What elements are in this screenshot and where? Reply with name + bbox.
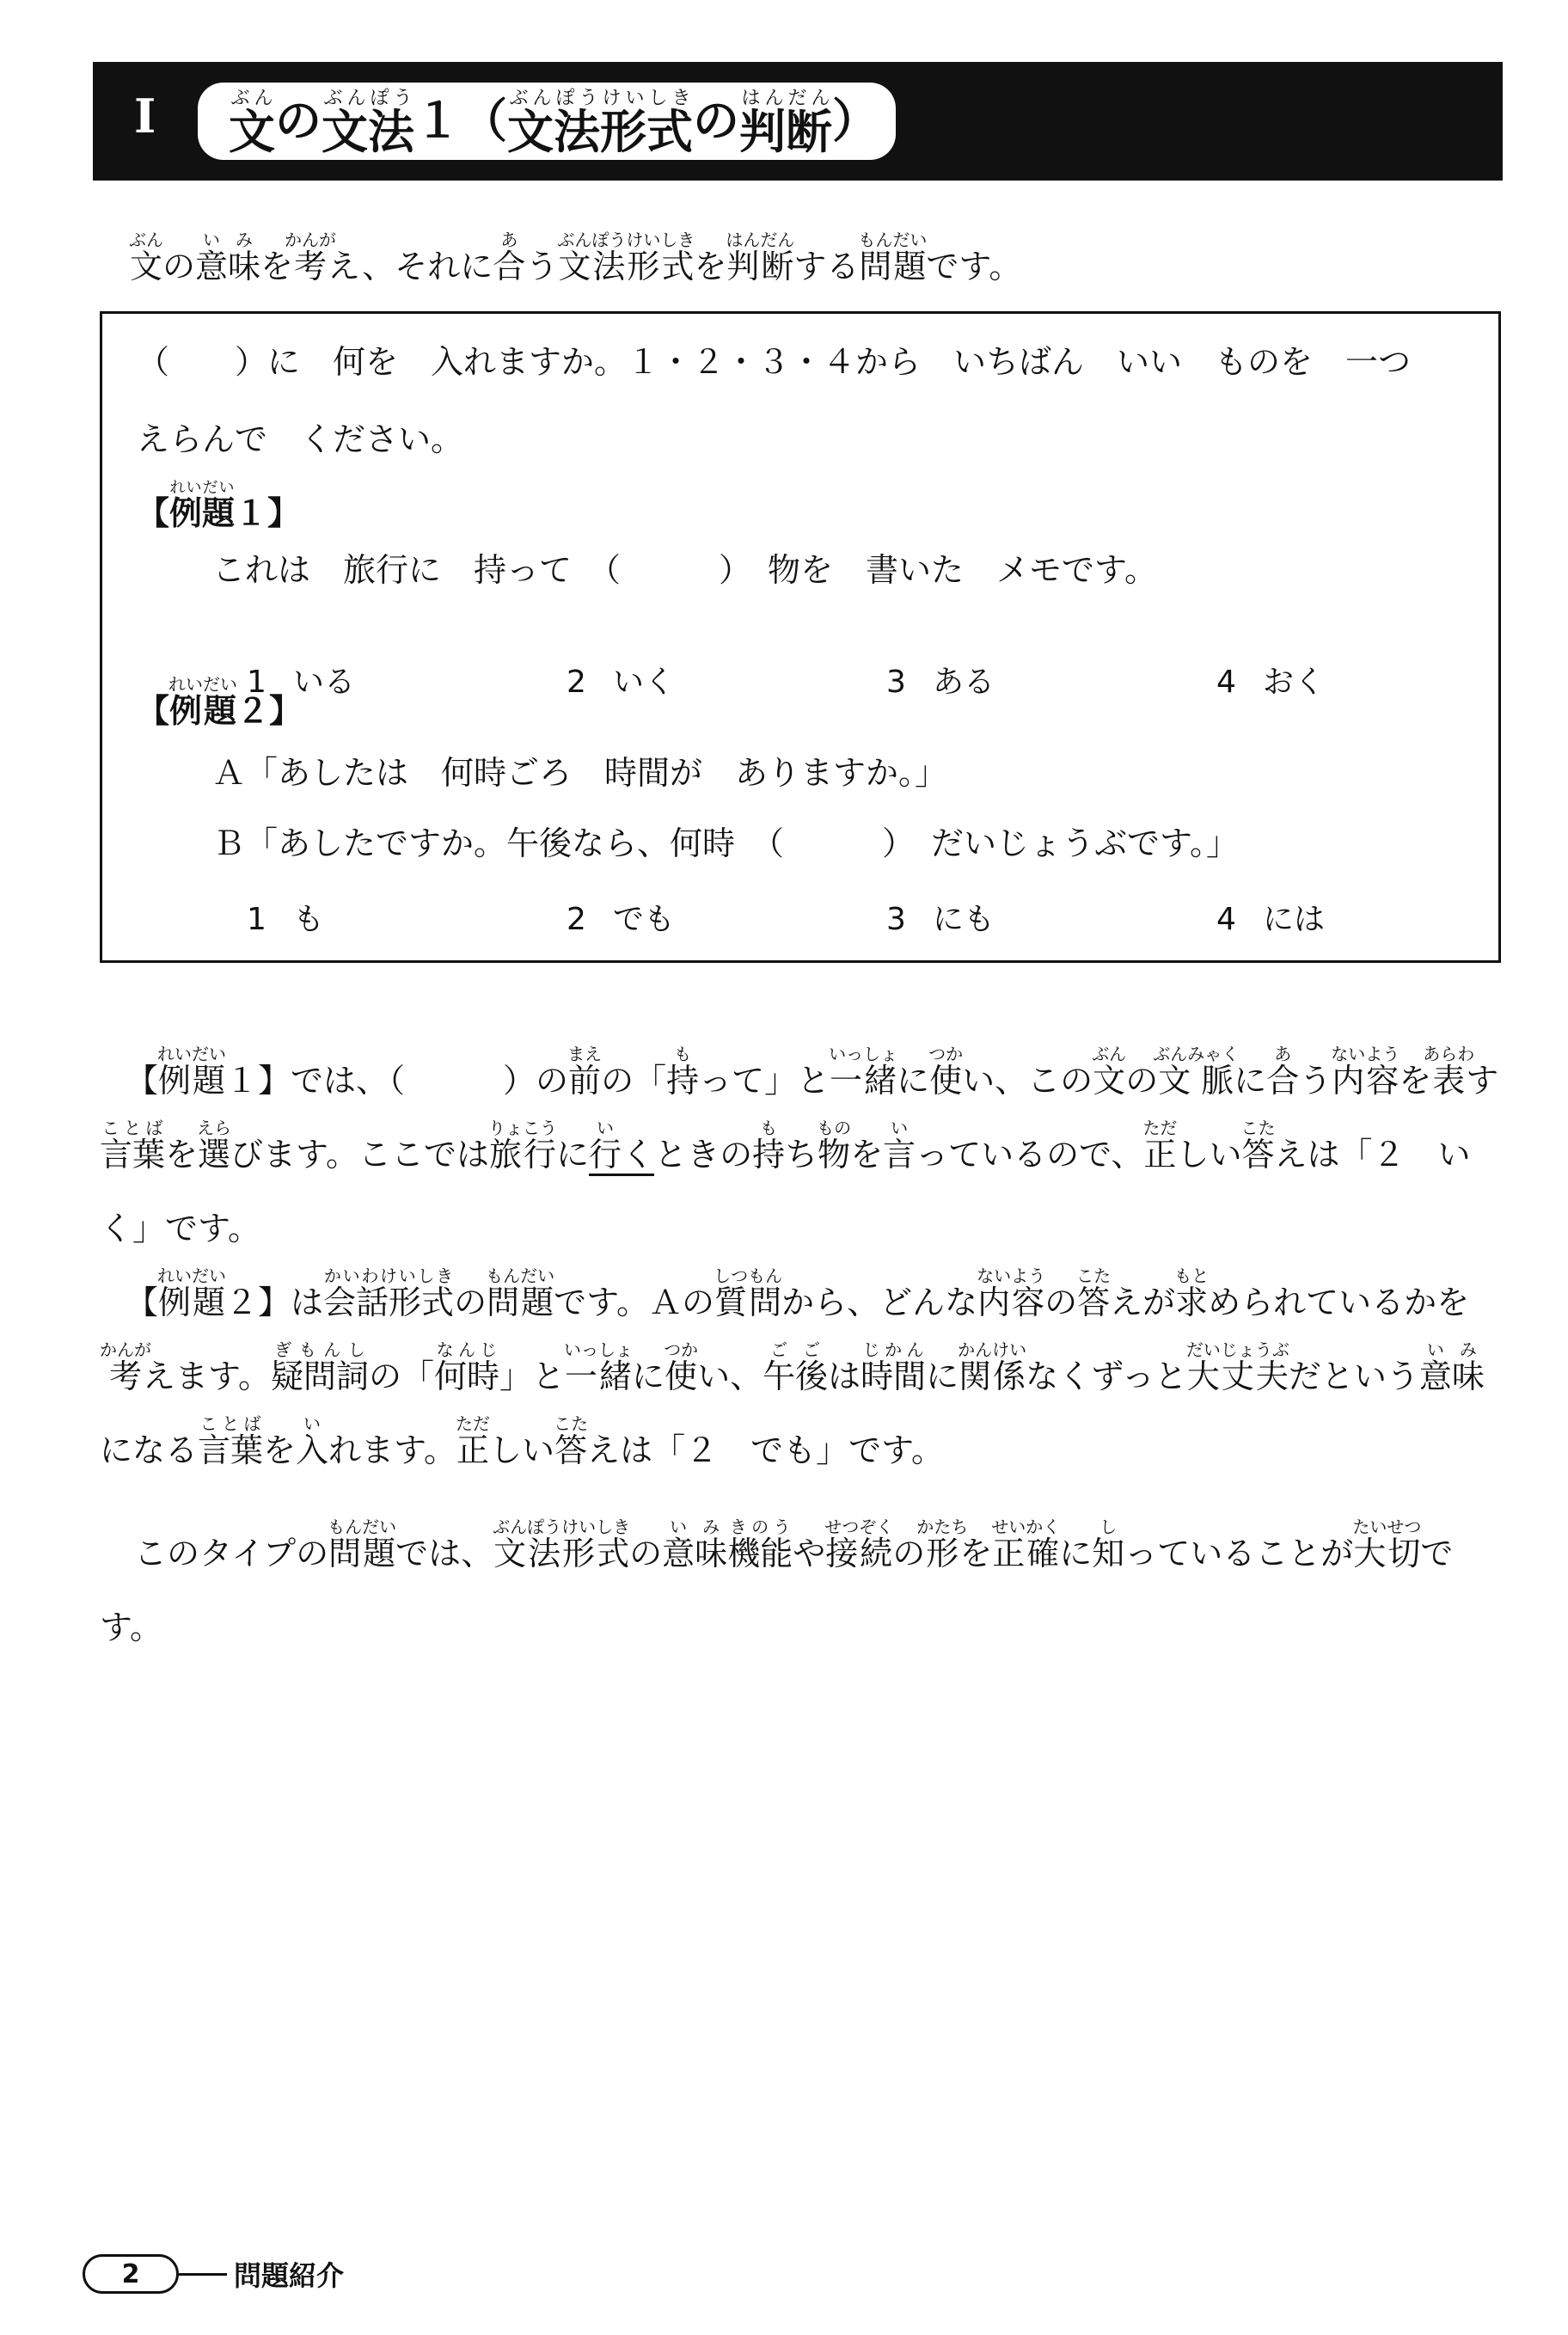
section-title: 文ぶん の 文法ぶんぽう １（ 文法形式ぶんぽうけいしき の 判断はんだん ） bbox=[198, 83, 896, 160]
instruction-line-2: えらんで ください。 bbox=[137, 420, 464, 458]
example-1-option-3: 3 ある bbox=[886, 665, 995, 700]
example-2-option-3: 3 にも bbox=[886, 902, 995, 937]
example-2-option-2: 2 でも bbox=[567, 902, 676, 937]
example-1-label: 【例題れいだい１】 bbox=[137, 479, 301, 532]
example-1-option-4: 4 おく bbox=[1216, 665, 1326, 700]
footer-section-label: 問題紹介 bbox=[234, 2259, 345, 2292]
page-footer bbox=[83, 2254, 344, 2294]
example-1-option-1: 1 いる bbox=[247, 665, 356, 700]
explanation bbox=[100, 1044, 1510, 1487]
summary bbox=[100, 1517, 1510, 1664]
intro-text: 文ぶんの意味いみを考かんがえ、それに合あう文法形式ぶんぽうけいしきを判断はんだんする問題もんだいです。 bbox=[129, 230, 1022, 285]
example-2-line-b: Ｂ「あしたですか。午後なら、何時 （ ） だいじょうぶです。」 bbox=[212, 824, 1239, 862]
summary-paragraph: このタイプの問題もんだいでは、文法形式ぶんぽうけいしきの意味いみ機能きのうや接続せつぞくの形かたちを正確せいかくに知しっていることが大切たいせつです。 bbox=[100, 1517, 1454, 1646]
explanation-paragraph-2: 【例題れいだい２】は会話形式かいわけいしきの問題もんだいです。Ａの質問しつもんから、どんな内容ないようの答こたえが求もとめられているかを考かんがえます。疑問詞ぎもんしの「何時なんじ」と一緒いっしょに使つかい、午後ごごは時間じかんに関係かんけいなくずっと大丈夫だいじょうぶだという意味いみになる言葉ことばを入いれます。正ただしい答こたえは「２ でも」です。 bbox=[100, 1266, 1485, 1469]
example-2-line-a: Ａ「あしたは 何時ごろ 時間が ありますか。」 bbox=[212, 754, 948, 792]
example-1-option-2: 2 いく bbox=[567, 665, 676, 700]
example-2-option-1: 1 も bbox=[247, 902, 325, 937]
instruction-line-1: （ ）に 何を 入れますか。１・２・３・４から いちばん いい ものを 一つ bbox=[137, 343, 1412, 381]
section-numeral: I bbox=[134, 89, 156, 144]
example-1-sentence: これは 旅行に 持って （ ） 物を 書いた メモです。 bbox=[212, 551, 1157, 589]
question-box bbox=[100, 311, 1501, 963]
page-number: 2 bbox=[83, 2254, 179, 2294]
explanation-paragraph-1: 【例題れいだい１】では、（ ）の前まえの「持もって」と一緒いっしょに使つかい、この文ぶんの文脈ぶんみゃくに合あう内容ないようを表あらわす言葉ことばを選えらびます。ここでは旅行りょこうに行いくときの持もち物ものを言いっているので、正ただしい答こたえは「２ いく」です。 bbox=[100, 1044, 1499, 1247]
section-header bbox=[93, 62, 1503, 181]
example-2-label: 【例題れいだい２】 bbox=[137, 674, 303, 730]
example-2-option-4: 4 には bbox=[1216, 902, 1326, 937]
footer-rule bbox=[179, 2273, 227, 2276]
